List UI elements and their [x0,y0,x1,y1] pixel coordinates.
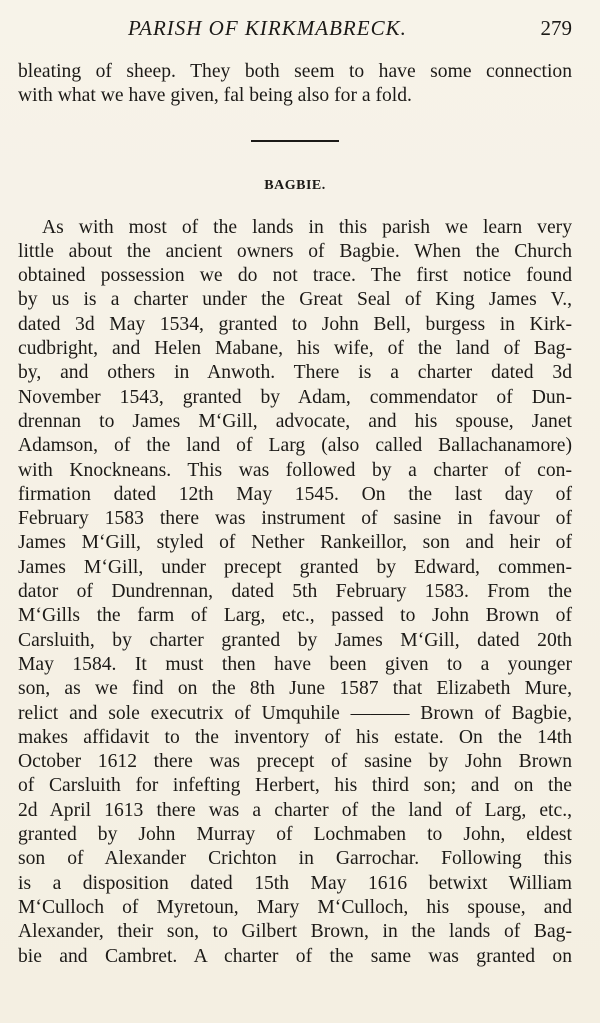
text-line: M‘Culloch of Myretoun, Mary M‘Culloch, his spouse, and [18,896,572,918]
section-body [18,216,572,969]
text-line: dator of Dundrennan, dated 5th February 1583. From the [18,581,572,603]
text-line: granted by John Murray of Lochmaben to John, eldest [18,824,572,846]
text-line: cudbright, and Helen Mabane, his wife, of the land of Bag- [18,338,572,360]
text-line: Carsluith, by charter granted by James M‘Gill, dated 20th [18,629,572,651]
text-line: As with most of the lands in this parish we learn very [42,216,572,238]
text-line: by us is a charter under the Great Seal of King James V., [18,289,572,311]
text-line: 2d April 1613 there was a charter of the land of Larg, etc., [18,799,572,821]
text-line: firmation dated 12th May 1545. On the last day of [18,483,572,505]
section-title: BAGBIE. [264,177,326,193]
text-line: son, as we find on the 8th June 1587 that Elizabeth Mure, [18,678,572,700]
page-number: 279 [540,16,572,40]
text-line: makes affidavit to the inventory of his estate. On the 14th [18,726,572,748]
text-line: is a disposition dated 15th May 1616 betwixt William [18,872,572,894]
text-line: Alexander, their son, to Gilbert Brown, in the lands of Bag- [18,921,572,943]
text-line: little about the ancient owners of Bagbie. When the Church [18,240,572,262]
text-line: James M‘Gill, styled of Nether Rankeillor, son and heir of [18,532,572,554]
text-line: relict and sole executrix of Umquhile ——— Brown of Bagbie, [18,702,572,724]
text-line: obtained possession we do not trace. The first notice found [18,265,572,287]
text-line: James M‘Gill, under precept granted by Edward, commen- [18,556,572,578]
running-head: PARISH OF KIRKMABRECK. [128,16,407,40]
page-header [18,16,572,50]
text-line: M‘Gills the farm of Larg, etc., passed to John Brown of [18,605,572,627]
opening-paragraph [18,60,572,109]
text-line: with what we have given, fal being also for a fold. [18,85,412,107]
text-line: of Carsluith for infefting Herbert, his third son; and on the [18,775,572,797]
text-line: Adamson, of the land of Larg (also called Ballachanamore) [18,435,572,457]
text-line: May 1584. It must then have been given to a younger [18,653,572,675]
text-line: dated 3d May 1534, granted to John Bell, burgess in Kirk- [18,313,572,335]
text-line: bie and Cambret. A charter of the same was granted on [18,945,572,967]
text-line: by, and others in Anwoth. There is a charter dated 3d [18,362,572,384]
text-line: drennan to James M‘Gill, advocate, and his spouse, Janet [18,410,572,432]
text-line: February 1583 there was instrument of sasine in favour of [18,508,572,530]
text-line: son of Alexander Crichton in Garrochar. Following this [18,848,572,870]
text-line: November 1543, granted by Adam, commendator of Dun- [18,386,572,408]
text-line: bleating of sheep. They both seem to have some connection [18,61,572,82]
text-line: with Knockneans. This was followed by a charter of con- [18,459,572,481]
text-line: October 1612 there was precept of sasine by John Brown [18,751,572,773]
section-divider [251,140,339,142]
